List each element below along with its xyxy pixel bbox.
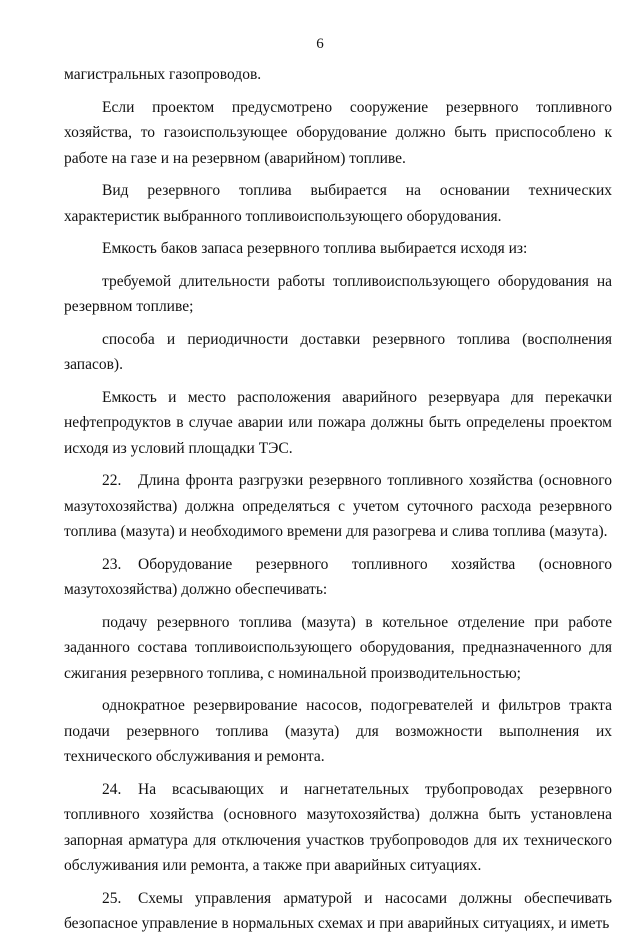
page-number: 6 — [316, 36, 324, 52]
numbered-paragraph-23 — [64, 552, 612, 603]
paragraph-number: 22. — [102, 472, 122, 489]
numbered-paragraph-25 — [64, 886, 612, 937]
numbered-paragraph-24 — [64, 777, 612, 879]
paragraph-number: 25. — [102, 889, 122, 907]
paragraph: подачу резервного топлива (мазута) в котельное отделение при работе заданного состава топливоиспользующего оборудования, предназначенного для сжигания резервного топлива, с номинальной производительностью; — [64, 613, 612, 682]
numbered-paragraph-22 — [64, 468, 612, 545]
paragraph: Емкость и место расположения аварийного резервуара для перекачки нефтепродуктов в случае аварии или пожара должны быть определены проектом исходя из условий площадки ТЭС. — [64, 388, 612, 457]
document-body — [64, 62, 612, 944]
paragraph: Вид резервного топлива выбирается на основании технических характеристик выбранного топливоиспользующего оборудования. — [64, 182, 612, 225]
paragraph: требуемой длительности работы топливоиспользующего оборудования на резервном топливе; — [64, 272, 612, 315]
paragraph-number: 24. — [102, 780, 122, 798]
paragraph: способа и периодичности доставки резервного топлива (восполнения запасов). — [64, 330, 612, 373]
paragraph: Емкость баков запаса резервного топлива выбирается исходя из: — [102, 240, 528, 257]
paragraph: Если проектом предусмотрено сооружение резервного топливного хозяйства, то газоиспользующее оборудование должно быть приспособлено к работе на газе и на резервном (аварийном) топливе. — [64, 98, 612, 167]
paragraph: однократное резервирование насосов, подогревателей и фильтров тракта подачи резервного топлива (мазута) для возможности выполнения их технического обслуживания и ремонта. — [64, 697, 612, 765]
paragraph-text: Схемы управления арматурой и насосами должны обеспечивать безопасное управление в нормальных схемах и при аварийных ситуациях, и иметь — [64, 889, 612, 932]
paragraph-text: Длина фронта разгрузки резервного топливного хозяйства (основного мазутохозяйства) должна определяться с учетом суточного расхода резервного топлива (мазута) и необходимого времени для разогрева и слива топлива (мазута). — [64, 472, 612, 540]
paragraph-number: 23. — [102, 555, 122, 573]
paragraph: магистральных газопроводов. — [64, 66, 262, 83]
paragraph-text: Оборудование резервного топливного хозяйства (основного мазутохозяйства) должно обеспечивать: — [64, 555, 612, 598]
paragraph-text: На всасывающих и нагнетательных трубопроводах резервного топливного хозяйства (основного мазутохозяйства) должна быть установлена запорная арматура для отключения участков трубопроводов для их технического обслуживания или ремонта, а также при аварийных ситуациях. — [64, 780, 612, 874]
